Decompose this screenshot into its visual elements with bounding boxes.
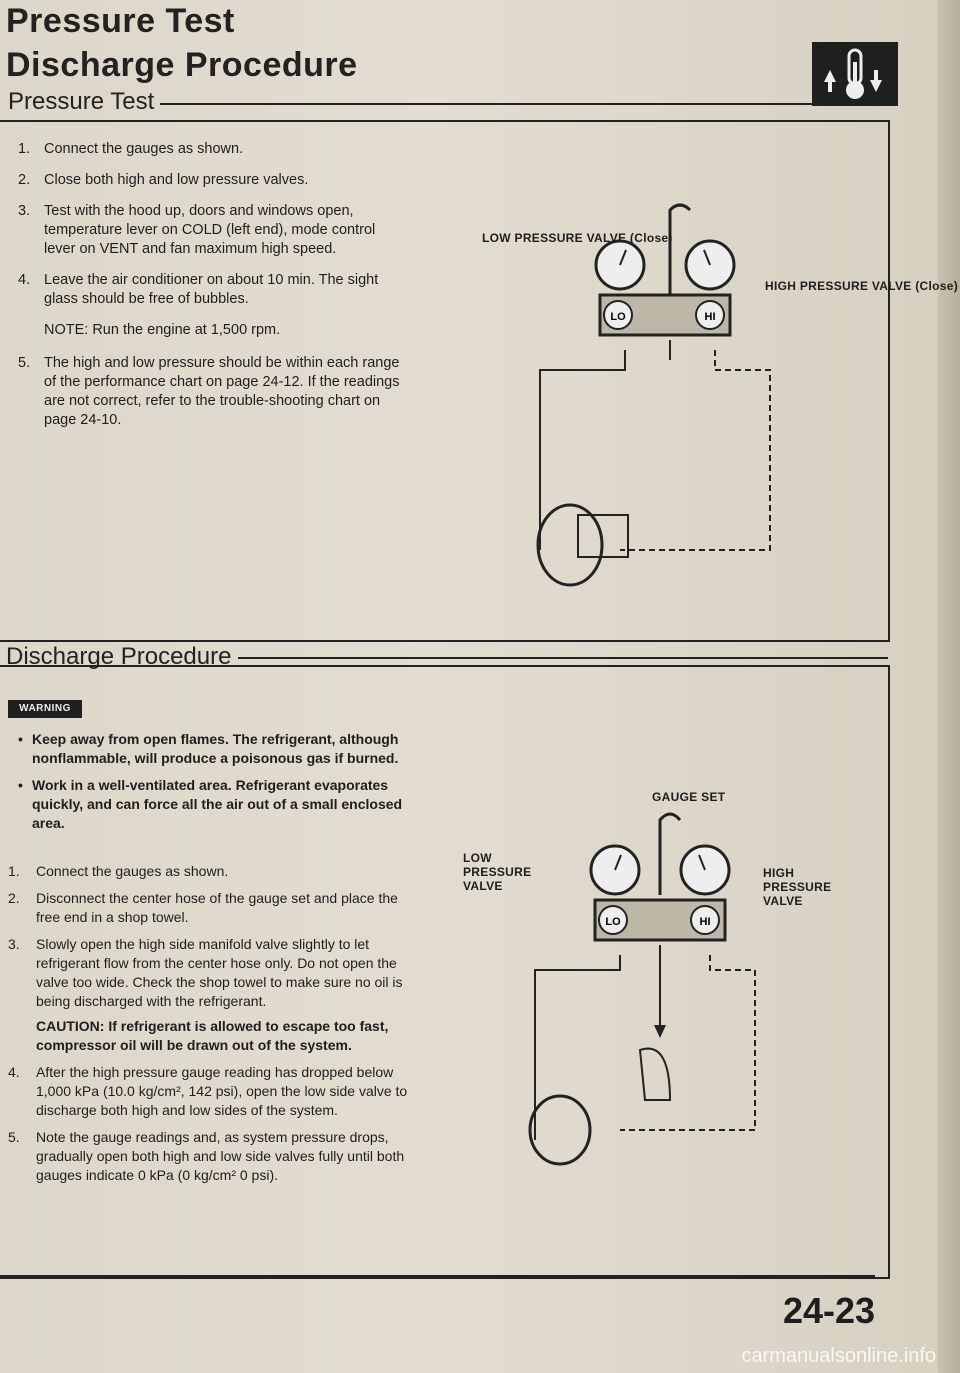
- ac-section-icon: [812, 42, 898, 106]
- section-heading-discharge: Discharge Procedure: [6, 643, 232, 670]
- label-low-pressure-valve-close: LOW PRESSURE VALVE (Close): [482, 231, 673, 245]
- step-2: 2. Close both high and low pressure valves.: [18, 172, 309, 188]
- page-edge: [938, 0, 960, 1373]
- caution-note: CAUTION: If refrigerant is allowed to escape too fast, compressor oil will be drawn out of the system.: [36, 1018, 389, 1053]
- warning-item: • Keep away from open flames. The refrigerant, although nonflammable, will produce a poisonous gas if burned.: [14, 730, 414, 768]
- step-3: 3. Test with the hood up, doors and windows open, temperature lever on COLD (left end), mode control lever on VENT and fan maximum high speed.: [18, 203, 376, 257]
- label-high-pressure-valve: HIGH PRESSURE VALVE: [763, 866, 832, 908]
- pressure-test-steps: [18, 140, 410, 442]
- gauge-diagram-bottom: [520, 800, 780, 1170]
- bottom-rule: [0, 1275, 875, 1277]
- page-number: 24-23: [783, 1290, 876, 1331]
- svg-text:HI: HI: [699, 916, 711, 928]
- page-title-pressure-test: Pressure Test: [6, 2, 235, 40]
- label-low-pressure-valve: LOW PRESSURE VALVE: [463, 851, 532, 893]
- heading-rule: [160, 103, 875, 105]
- label-gauge-set: GAUGE SET: [652, 790, 726, 804]
- svg-text:LO: LO: [605, 916, 621, 928]
- svg-text:HI: HI: [704, 311, 716, 323]
- step-2: 2. Disconnect the center hose of the gauge set and place the free end in a shop towel.: [8, 890, 398, 925]
- step-5: 5. The high and low pressure should be within each range of the performance chart on page 24-12. If the readings are not correct, refer to the trouble-shooting chart on page 24-10.: [18, 355, 400, 428]
- step-1: 1. Connect the gauges as shown.: [18, 141, 244, 157]
- step-4: 4. Leave the air conditioner on about 10 min. The sight glass should be free of bubbles.: [18, 272, 379, 307]
- warning-bullets: [14, 730, 414, 841]
- warning-badge: WARNING: [8, 700, 82, 718]
- rpm-note: NOTE: Run the engine at 1,500 rpm.: [44, 322, 281, 338]
- label-high-pressure-valve-close: HIGH PRESSURE VALVE (Close): [765, 279, 959, 293]
- section-heading-pressure-test: Pressure Test: [8, 88, 155, 115]
- page-title-discharge: Discharge Procedure: [6, 46, 358, 84]
- step-3: 3. Slowly open the high side manifold valve slightly to let refrigerant flow from the center hose only. Do not open the valve too wide. Check the shop towel to make sure no oil is being discharged with the refrigerant.: [8, 936, 403, 1009]
- step-1: 1. Connect the gauges as shown.: [8, 863, 229, 879]
- svg-text:LO: LO: [610, 311, 626, 323]
- step-4: 4. After the high pressure gauge reading has dropped below 1,000 kPa (10.0 kg/cm², 142 psi), open the low side valve to discharge both high and low sides of the system.: [8, 1064, 408, 1118]
- discharge-steps: [8, 862, 408, 1193]
- heading-rule-2: [238, 657, 888, 659]
- warning-item: • Work in a well-ventilated area. Refrigerant evaporates quickly, and can force all the air out of a small enclosed area.: [14, 776, 414, 833]
- watermark: carmanualsonline.info: [741, 1345, 936, 1367]
- step-5: 5. Note the gauge readings and, as system pressure drops, gradually open both high and low side valves fully until both gauges indicate 0 kPa (0 kg/cm² 0 psi).: [8, 1129, 405, 1183]
- gauge-diagram-top: [530, 200, 790, 610]
